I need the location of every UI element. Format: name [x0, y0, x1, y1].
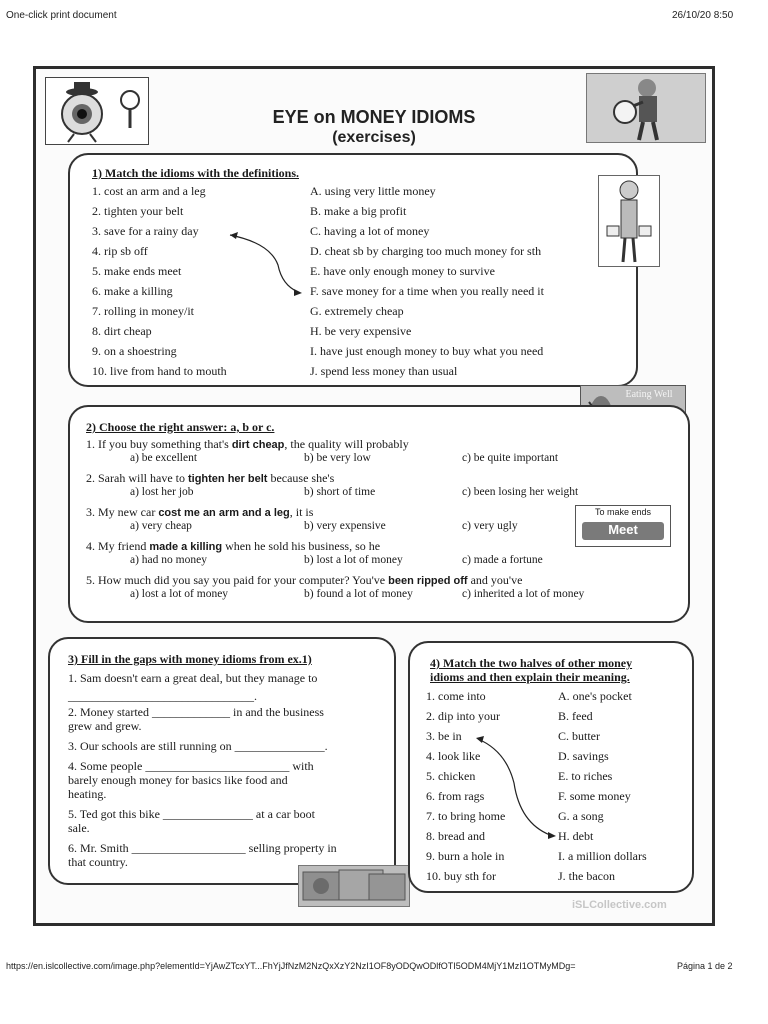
option-b: b) very expensive: [304, 520, 386, 532]
question-part: and you've: [467, 573, 523, 587]
idiom-highlight: dirt cheap: [231, 439, 285, 451]
gap-fill-line: barely enough money for basics like food and: [68, 773, 288, 787]
first-half-item: 4. look like: [426, 749, 481, 763]
question-part: 4. My friend: [86, 539, 150, 553]
exercise-1-heading: 1) Match the idioms with the definitions.: [92, 166, 299, 180]
exercise-3-box: [48, 637, 396, 885]
option-b: b) lost a lot of money: [304, 554, 403, 566]
first-half-item: 2. dip into your: [426, 709, 500, 723]
exercise-2-heading: 2) Choose the right answer: a, b or c.: [86, 420, 275, 434]
first-half-item: 9. burn a hole in: [426, 849, 505, 863]
second-half-item: E. to riches: [558, 769, 613, 783]
question-text: [86, 437, 409, 453]
print-footer-page: Página 1 de 2: [677, 961, 733, 971]
option-c: c) been losing her weight: [462, 486, 579, 498]
gap-fill-line: 3. Our schools are still running on _______________.: [68, 739, 328, 753]
second-half-item: I. a million dollars: [558, 849, 647, 863]
question-part: , it is: [289, 505, 314, 519]
idiom-item: 10. live from hand to mouth: [92, 364, 227, 378]
idiom-item: 6. make a killing: [92, 284, 173, 298]
question-text: [86, 573, 522, 589]
question-part: 3. My new car: [86, 505, 159, 519]
exercise-4-box: [408, 641, 694, 893]
definition-item: H. be very expensive: [310, 324, 412, 338]
gap-fill-line: 4. Some people ________________________ with: [68, 759, 314, 773]
page-title: EYE on MONEY IDIOMS: [272, 107, 476, 127]
second-half-item: C. butter: [558, 729, 600, 743]
definition-item: A. using very little money: [310, 184, 436, 198]
print-header-date: 26/10/20 8:50: [672, 10, 734, 21]
question-text: [86, 505, 313, 521]
first-half-item: 7. to bring home: [426, 809, 506, 823]
question-part: 5. How much did you say you paid for your computer? You've: [86, 573, 389, 587]
print-header-title: One-click print document: [6, 10, 117, 21]
second-half-item: F. some money: [558, 789, 631, 803]
option-a: a) had no money: [130, 554, 207, 566]
gap-fill-line: _______________________________.: [68, 689, 257, 703]
definition-item: D. cheat sb by charging too much money for sth: [310, 244, 542, 258]
definition-item: C. having a lot of money: [310, 224, 430, 238]
definition-item: F. save money for a time when you really need it: [310, 284, 544, 298]
example-arrow: [70, 155, 636, 385]
option-a: a) be excellent: [130, 452, 198, 464]
idiom-highlight: made a killing: [149, 541, 223, 553]
first-half-item: 5. chicken: [426, 769, 476, 783]
option-a: a) lost her job: [130, 486, 194, 498]
worksheet: [33, 66, 715, 926]
idiom-item: 3. save for a rainy day: [92, 224, 199, 238]
gap-fill-line: 1. Sam doesn't earn a great deal, but they manage to: [68, 671, 318, 685]
empty-pockets-image: [598, 175, 660, 267]
option-c: c) made a fortune: [462, 554, 543, 566]
example-arrow-2: [410, 643, 692, 891]
idiom-highlight: tighten her belt: [187, 473, 268, 485]
definition-item: E. have only enough money to survive: [310, 264, 495, 278]
first-half-item: 10. buy sth for: [426, 869, 496, 883]
second-half-item: H. debt: [558, 829, 594, 843]
definition-item: I. have just enough money to buy what you need: [310, 344, 544, 358]
second-half-item: G. a song: [558, 809, 604, 823]
definition-item: J. spend less money than usual: [310, 364, 458, 378]
money-banknotes-image: [298, 865, 410, 907]
definition-item: G. extremely cheap: [310, 304, 404, 318]
idiom-item: 8. dirt cheap: [92, 324, 152, 338]
idiom-highlight: cost me an arm and a leg: [158, 507, 290, 519]
exercise-3-heading: 3) Fill in the gaps with money idioms from ex.1): [68, 652, 312, 666]
question-part: because she's: [267, 471, 335, 485]
exercise-4-heading-line1: 4) Match the two halves of other money: [430, 656, 633, 670]
question-part: 2. Sarah will have to: [86, 471, 188, 485]
gap-fill-line: grew and grew.: [68, 719, 142, 733]
first-half-item: 8. bread and: [426, 829, 485, 843]
option-c: c) be quite important: [462, 452, 559, 464]
idiom-item: 4. rip sb off: [92, 244, 148, 258]
question-part: when he sold his business, so he: [222, 539, 381, 553]
question-part: , the quality will probably: [284, 437, 409, 451]
idiom-item: 5. make ends meet: [92, 264, 182, 278]
make-ends-meet-image: To make ends Meet: [575, 505, 671, 547]
second-half-item: J. the bacon: [558, 869, 615, 883]
gap-fill-line: heating.: [68, 787, 107, 801]
option-b: b) be very low: [304, 452, 371, 464]
option-b: b) found a lot of money: [304, 588, 413, 600]
exercise-1-box: [68, 153, 638, 387]
first-half-item: 6. from rags: [426, 789, 485, 803]
option-a: a) lost a lot of money: [130, 588, 229, 600]
first-half-item: 3. be in: [426, 729, 462, 743]
idiom-item: 1. cost an arm and a leg: [92, 184, 206, 198]
option-b: b) short of time: [304, 486, 376, 498]
gap-fill-line: sale.: [68, 821, 90, 835]
idiom-item: 9. on a shoestring: [92, 344, 177, 358]
first-half-item: 1. come into: [426, 689, 486, 703]
gap-fill-line: that country.: [68, 855, 128, 869]
idiom-item: 7. rolling in money/it: [92, 304, 194, 318]
definition-item: B. make a big profit: [310, 204, 407, 218]
option-c: c) very ugly: [462, 520, 518, 532]
page-subtitle: (exercises): [332, 129, 416, 146]
gap-fill-line: 5. Ted got this bike _______________ at a car boot: [68, 807, 315, 821]
gap-fill-line: 6. Mr. Smith ___________________ selling property in: [68, 841, 337, 855]
question-text: [86, 471, 334, 487]
gap-fill-line: 2. Money started _____________ in and the business: [68, 705, 324, 719]
question-text: [86, 539, 380, 555]
second-half-item: A. one's pocket: [558, 689, 632, 703]
watermark: iSLCollective.com: [572, 899, 667, 911]
print-footer-url: https://en.islcollective.com/image.php?elementId=YjAwZTcxYT...FhYjJfNzM2NzQxXzY2NzI1OF8yODQwODlfOTI5ODM4MjY1MzI1OTMyMDg=: [6, 961, 576, 971]
second-half-item: B. feed: [558, 709, 593, 723]
shoestring-budget-image: Eating Well: [580, 385, 686, 447]
second-half-item: D. savings: [558, 749, 609, 763]
idiom-item: 2. tighten your belt: [92, 204, 184, 218]
question-part: 1. If you buy something that's: [86, 437, 232, 451]
option-c: c) inherited a lot of money: [462, 588, 585, 600]
option-a: a) very cheap: [130, 520, 192, 532]
exercise-4-heading-line2: idioms and then explain their meaning.: [430, 670, 630, 684]
idiom-highlight: been ripped off: [388, 575, 468, 587]
